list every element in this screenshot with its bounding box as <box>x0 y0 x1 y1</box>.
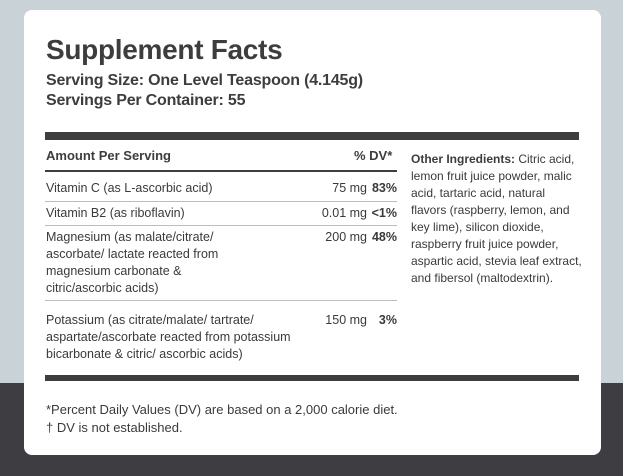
nutrient-dv: 48% <box>371 230 397 244</box>
ingredients-label: Other Ingredients: <box>411 152 516 166</box>
nutrient-dv: <1% <box>371 206 397 220</box>
nutrient-amount: 75 mg <box>332 181 367 195</box>
other-ingredients <box>411 151 583 287</box>
nutrient-amount: 150 mg <box>325 313 367 327</box>
header-divider <box>45 170 397 172</box>
top-divider-bar <box>45 132 579 140</box>
dv-footnote: *Percent Daily Values (DV) are based on a 2,000 calorie diet. <box>46 402 398 417</box>
row-divider <box>45 201 397 202</box>
ingredients-text: Citric acid, lemon fruit juice powder, malic acid, tartaric acid, natural flavors (raspberry, lemon, and key lime), silicon dioxide, raspberry fruit juice powder, aspartic acid, stevia leaf extract, and fibersol (maltodextrin). <box>411 152 582 285</box>
nutrient-name: Vitamin C (as L-ascorbic acid) <box>46 181 213 195</box>
nutrient-amount: 200 mg <box>325 230 367 244</box>
nutrient-name: Magnesium (as malate/citrate/ ascorbate/ lactate reacted from magnesium carbonate & citric/ascorbic acids) <box>46 230 219 295</box>
amount-per-serving-header: Amount Per Serving <box>46 148 171 163</box>
bottom-divider-bar <box>45 375 579 381</box>
dv-header: % DV* <box>354 148 393 163</box>
dv-not-established-footnote: † DV is not established. <box>46 420 183 435</box>
row-divider <box>45 225 397 226</box>
servings-per-container: Servings Per Container: 55 <box>46 92 246 109</box>
nutrient-name: Potassium (as citrate/malate/ tartrate/ aspartate/ascorbate reacted from potassium bicarbonate & citric/ ascorbic acids) <box>46 313 291 361</box>
page-title: Supplement Facts <box>46 34 283 65</box>
supplement-facts-card <box>24 10 601 455</box>
nutrient-dv: 83% <box>371 181 397 195</box>
nutrient-amount: 0.01 mg <box>321 206 367 220</box>
nutrient-name: Vitamin B2 (as riboflavin) <box>46 206 185 220</box>
row-divider <box>45 300 397 301</box>
nutrient-dv: 3% <box>378 313 397 327</box>
serving-size: Serving Size: One Level Teaspoon (4.145g) <box>46 72 363 89</box>
